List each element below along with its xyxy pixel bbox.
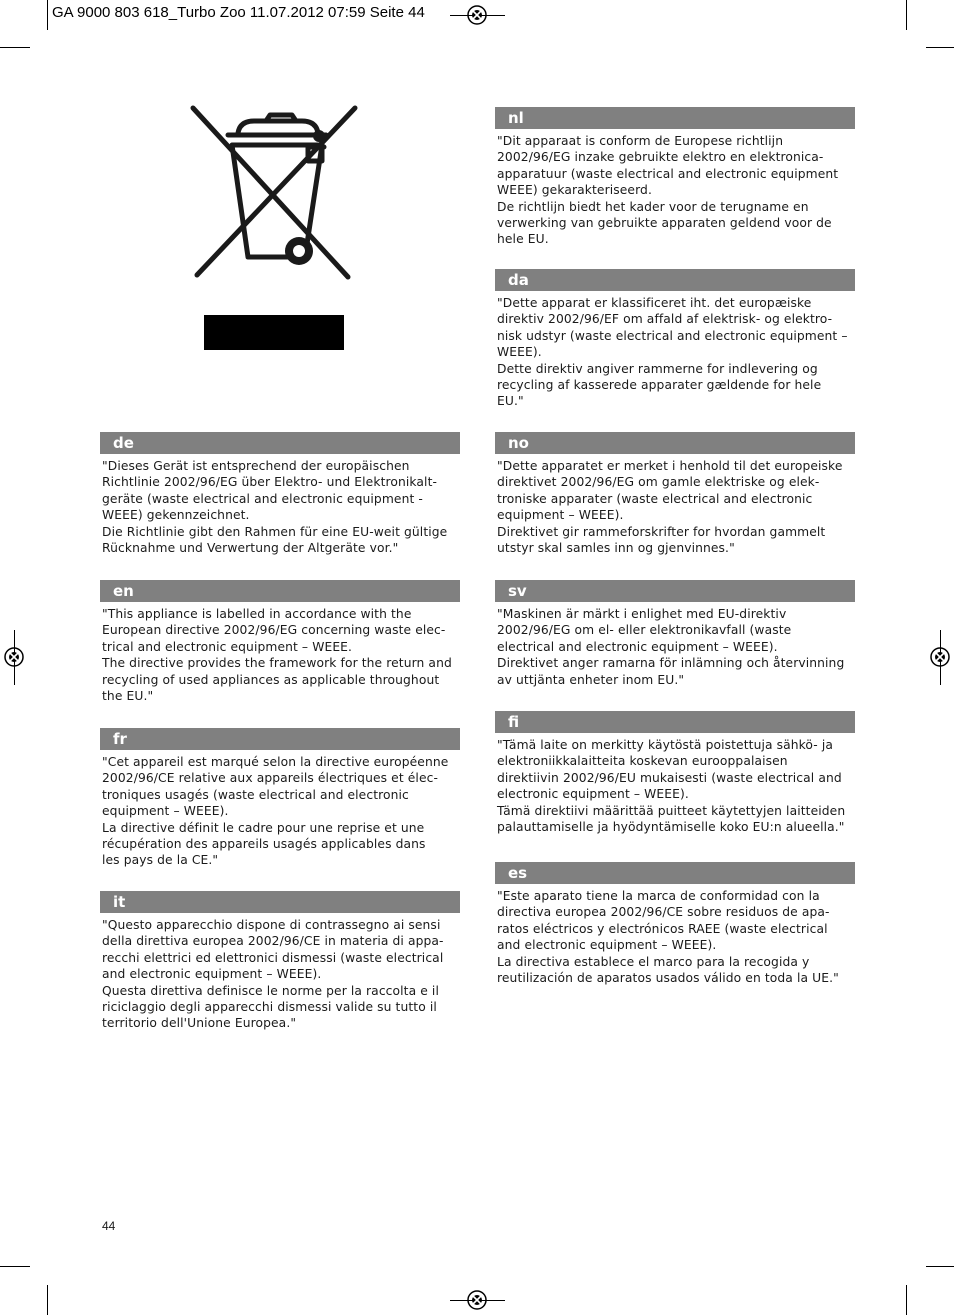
registration-mark-icon (464, 2, 490, 28)
section-no (495, 432, 855, 556)
language-heading: it (100, 891, 460, 913)
crop-mark (906, 1285, 907, 1315)
language-heading: sv (495, 580, 855, 602)
section-es (495, 862, 855, 986)
section-fr (100, 728, 460, 869)
language-heading: fr (100, 728, 460, 750)
language-heading: no (495, 432, 855, 454)
crop-mark (0, 47, 30, 48)
section-text: "Dette apparat er klassificeret iht. det europæiske direktiv 2002/96/EF om affald af elektrisk- og elektro- nisk udstyr (waste electrical and electronic equipment – WEEE). Dette direktiv angiver rammerne for indlevering og recycling af kasserede apparater gældende for hele EU." (497, 296, 848, 409)
section-text: "Dit apparaat is conform de Europese richtlijn 2002/96/EG inzake gebruikte elektro en elektronica- apparatuur (waste electrical and electronic equipment WEEE) gekarakteriseerd. De richtlijn biedt het kader voor de terugname en verwerking van gebruikte apparaten geldend voor de hele EU. (497, 134, 839, 247)
section-da (495, 269, 855, 410)
section-sv (495, 580, 855, 688)
section-nl (495, 107, 855, 248)
crop-mark (926, 47, 954, 48)
section-text: "Tämä laite on merkitty käytöstä poistettuja sähkö- ja elektroniikkalaitteita koskevan eurooppalaisen direktiivin 2002/96/EU mukaisesti (waste electrical and electronic equipment – WEEE). Tämä direktiivi määrittää puitteet käytettyjen laitteiden palauttamiselle ja hyödyntämiselle koko EU:n alueella." (497, 738, 846, 835)
section-text: "Maskinen är märkt i enlighet med EU-direktiv 2002/96/EG om el- eller elektronikavfall (waste electrical and electronic equipment – WEEE). Direktivet anger ramarna för inlämning och återvinning av uttjänta enheter inom EU." (497, 607, 845, 687)
section-fi (495, 711, 855, 835)
crop-mark (926, 1266, 954, 1267)
crop-mark (906, 0, 907, 30)
section-text: "This appliance is labelled in accordance with the European directive 2002/96/EG concerning waste elec- trical and electronic equipment – WEEE. The directive provides the framework for the return and recycling of used appliances as applicable throughout the EU." (102, 607, 452, 704)
crop-mark (47, 0, 48, 30)
language-heading: nl (495, 107, 855, 129)
section-en (100, 580, 460, 704)
registration-mark-icon (464, 1287, 490, 1313)
print-slug-line: GA 9000 803 618_Turbo Zoo 11.07.2012 07:59 Seite 44 (52, 4, 425, 21)
crop-mark (47, 1285, 48, 1315)
crossed-out-wheeled-bin-icon (190, 105, 358, 280)
language-heading: es (495, 862, 855, 884)
section-text: "Cet appareil est marqué selon la directive européenne 2002/96/CE relative aux appareils électriques et élec- troniques usagés (waste electrical and electronic equipment – WEEE). La directive définit le cadre pour une reprise et une récupération des appareils usagés applicables dans les pays de la CE." (102, 755, 449, 868)
section-text: "Questo apparecchio dispone di contrassegno ai sensi della direttiva europea 2002/96/CE in materia di appa- recchi elettrici ed elettronici dismessi (waste electrical and electronic equipment – WEEE). Questa direttiva definisce le norme per la raccolta e il riciclaggio degli apparecchi dismessi valide su tutto il territorio dell'Unione Europea." (102, 918, 444, 1031)
section-it (100, 891, 460, 1032)
registration-mark-icon (927, 644, 953, 670)
language-heading: en (100, 580, 460, 602)
language-heading: de (100, 432, 460, 454)
weee-marking-bar (204, 315, 344, 350)
section-text: "Dieses Gerät ist entsprechend der europäischen Richtlinie 2002/96/EG über Elektro- und Elektronikalt- geräte (waste electrical and electronic equipment - WEEE) gekennzeichnet. Die Richtlinie gibt den Rahmen für eine EU-weit gültige Rücknahme und Verwertung der Altgeräte vor." (102, 459, 448, 556)
crop-mark (0, 1266, 30, 1267)
page-number: 44 (102, 1219, 116, 1233)
registration-mark-icon (1, 644, 27, 670)
language-heading: fi (495, 711, 855, 733)
language-heading: da (495, 269, 855, 291)
section-text: "Este aparato tiene la marca de conformidad con la directiva europea 2002/96/CE sobre residuos de apa- ratos eléctricos y electrónicos RAEE (waste electrical and electronic equipment – WEEE). La directiva establece el marco para la recogida y reutilización de aparatos usados válido en toda la UE." (497, 889, 839, 986)
section-de (100, 432, 460, 556)
section-text: "Dette apparatet er merket i henhold til det europeiske direktivet 2002/96/EG om gamle elektriske og elek- troniske apparater (waste electrical and electronic equipment – WEEE). Direktivet gir rammeforskrifter for hvordan gammelt utstyr skal samles inn og gjenvinnes." (497, 459, 843, 556)
